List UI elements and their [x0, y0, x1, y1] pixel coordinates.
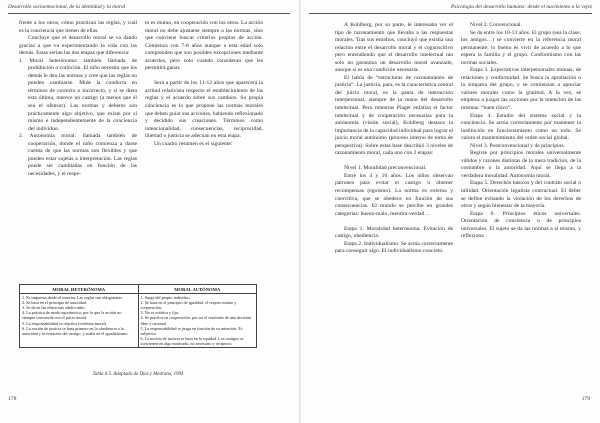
left-header-rule — [8, 13, 290, 14]
left-running-head: Desarrollo socioemocional, de la identidad y la moral — [8, 4, 126, 10]
paragraph: Regirse por principios morales universalmente válidos y razones distintas de la mera tradición, de la costumbre o la autoridad. Aquí se llega a la verdadera moralidad. Autonomía moral. — [461, 150, 581, 179]
paragraph: Será a partir de los 11-12 años que aparecerá la actitud relativista respecto el establecimiento de las reglas y el acuerdo sobre sus cambios. Su propia conciencia es la que propone las normas morales que deben guiar sus acciones, habiendo reflexionado y decidido sus creaciones. Términos como intencionalidad, consecuencias, reciprocidad, libertad o justicia se adecúan en esta etapa. — [145, 80, 263, 140]
stage-paragraph: Etapa 1. Moralidad heterónoma. Evitación de castigo, obediencia. — [335, 225, 453, 240]
table-header-autonomous: MORAL AUTÓNOMA — [138, 285, 257, 294]
stage-paragraph: Etapa 3. Expectativas interpersonales mutuas, de relaciones y conformidad. Se busca la aprobación o la simpatía del grupo, y se comienzan a apreciar valores morales como la gratitud. A la vez, se empieza a juzgar las acciones por la intención de las mismas: “buen chico”. — [461, 67, 581, 112]
table-line: 3. No es estática y fija. — [140, 310, 179, 316]
list-item: 1. Moral heterónoma: también llamada de prohibición o coibición. El niño necesita que los demás le den las normas y cree que las reglas no pueden cambiarse. Mide la conducta en términos de correcto o incorrecto, y si se dieta esta última, merece un castigo (a menos que él sea el ofensor). Las normas y deberes son prácticamente algo objetivo, que existe por sí mismo e independientemente de la conciencia del individuo. — [19, 57, 137, 132]
level-heading: Nivel 1. Moralidad preconvencional. — [344, 165, 427, 172]
paragraph: Un cuadro resumen es el siguiente: — [154, 140, 233, 147]
table-line: 5. La responsabilidad se juzga en función de su intención. Es subjetiva. — [140, 325, 243, 336]
table-line: 1. Es impuesta desde el exterior. Las reglas son obligatorias. — [22, 295, 123, 301]
table-caption: Tabla 6.5. Adaptado de Díaz y Medrano, 1994 — [92, 372, 184, 377]
paragraph: Entre los 4 y 10 años. Los niños observan patrones para evitar el castigo u obtener recompensas (egoísmo). La norma es externa y coercitiva, que se obedece en función de sus consecuencias. El mundo se percibe en grandes categorías: bueno-malo, mentira-verdad… — [335, 172, 453, 217]
table-line: 4. La práctica de modo egocéntrico, por lo que la acción no siempre concuerda con el juicio moral. — [22, 310, 122, 321]
table-line: 2. Se basa en el principio de autoridad. — [22, 300, 88, 306]
paragraph: to es mutuo, en cooperación con los otros. La acción moral no debe ajustarse siempre a las normas, sino que conviene buscar criterios propios de acción. Comienza con 7-8 años aunque a esta edad solo comprenden que son posibles excepciones mediante acuerdos, pero solo cuando consideran que les permitirá ganar. — [145, 20, 263, 72]
paragraph: frente a los otros, cómo practican las reglas, y cuál es la conciencia que tienen de ellas. — [19, 20, 137, 34]
stage-paragraph: Etapa 5. Derechos básicos y del contrato social o utilidad. Orientación legalista contractual. El deber se define evitando la violación de los derechos de otros y según bienestar de la mayoría. — [461, 180, 581, 210]
table-line: 3. Se da en las relaciones adulto-niño. — [22, 305, 86, 311]
paragraph: Se da entre los 10-13 años. El grupo (sea la clase, los amigos…) se convierte en la referencia moral permanente: lo bueno es vivir de acuerdo a lo que espera la familia y el grupo. Conformismo con las normas sociales. — [461, 29, 581, 66]
table-line: 4. Se practica en cooperación, por ser el resultado de una decisión libre y racional. — [140, 315, 251, 326]
left-column-1 — [19, 20, 137, 282]
right-page — [301, 0, 600, 423]
table-cell-heteronomous — [20, 294, 139, 348]
right-header-rule — [309, 13, 592, 14]
stage-paragraph: Etapa 6. Principios éticos universales. Orientación de conciencia o de principios universales. El sujeto se da las normas a sí mismo, y reflexiona — [461, 210, 581, 240]
table-line: 6. La noción de justicia se basa en la equidad. Los castigos se convierten en algo motivado, no necesario y recíproco. — [140, 335, 244, 346]
paragraph: A Kohlberg, por su parte, le interesaba ver el tipo de razonamiento que llevaba a las respuestas morales. Tras sus estudios, concluyó que existía una relación entre el desarrollo moral y el cognoscitivo pero entendiendo que el desarrollo intelectual tan solo no garantiza un desarrollo moral avanzado, aunque sí es una condición necesaria. — [335, 22, 453, 74]
summary-table — [19, 284, 257, 348]
table-cell-autonomous — [138, 294, 257, 348]
paragraph: El habla de “estructuras de razonamiento de justicia”. La justicia, para, es la característica central del juicio moral, es la pauta de interacción interpersonal, siempre de la mano del desarrollo intelectual. Pero mientras Piaget enfatiza el factor intelectual y de cooperación necesarias para la autonomía (visión social), Kohlberg destaca la importancia de la capacidad individual para lograr el juicio moral autónomo (proceso interno de toma de perspectiva). Sobre estas base describió 3 niveles de razonamiento moral, cada uno con 2 etapas: — [335, 74, 453, 157]
table-header-heteronomous: MORAL HETERÓNOMA — [20, 285, 139, 294]
right-column-2 — [461, 22, 581, 387]
table-line: 1. Surge del propio individuo. — [140, 295, 191, 301]
stage-paragraph: Etapa 2. Individualismo. Se actúa correctamente para conseguir algo. El individualismo concreto. — [335, 240, 453, 255]
right-column-1 — [335, 22, 453, 387]
right-page-number: 179 — [581, 396, 590, 402]
level-heading: Nivel 3. Postconvencional y de principios. — [470, 142, 565, 149]
level-heading: Nivel 2. Convencional. — [470, 22, 522, 28]
left-page-number: 178 — [8, 396, 17, 402]
paragraph: Concluye que el desarrollo moral se va dando gracias a que va experimentando la vida con las demás. Estas serían las dos etapas que diferencia: — [19, 35, 137, 57]
table-line: 6. La noción de justicia se basa primero en la obediencia a la autoridad y la evitación del castigo, y acaba en el igualitarismo. — [22, 325, 129, 336]
stage-paragraph: Etapa 4. Estudio del sistema social y la conciencia. Se actúa correctamente por mantener la institución en funcionamiento como un todo. Se valora el mantenimiento del orden social global. — [461, 112, 581, 142]
table-line: 5. La responsabilidad es objetiva (realismo moral). — [22, 320, 108, 326]
list-item: 2. Autonomía moral: llamada también de cooperación, donde el niño comienza a darse cuenta de que las normas son flexibles y que pueden estar sujetas a interpretación. Las reglas puede ser cambiadas en función de las necesidades, y el respe- — [19, 133, 137, 177]
left-column-2 — [145, 20, 263, 282]
table-line: 2. Se basa en el principio de igualdad, el respeto mutuo y cooperación. — [140, 300, 237, 311]
right-running-head: Psicología del desarrollo humano: desde el nacimiento a la vejez — [451, 4, 592, 10]
